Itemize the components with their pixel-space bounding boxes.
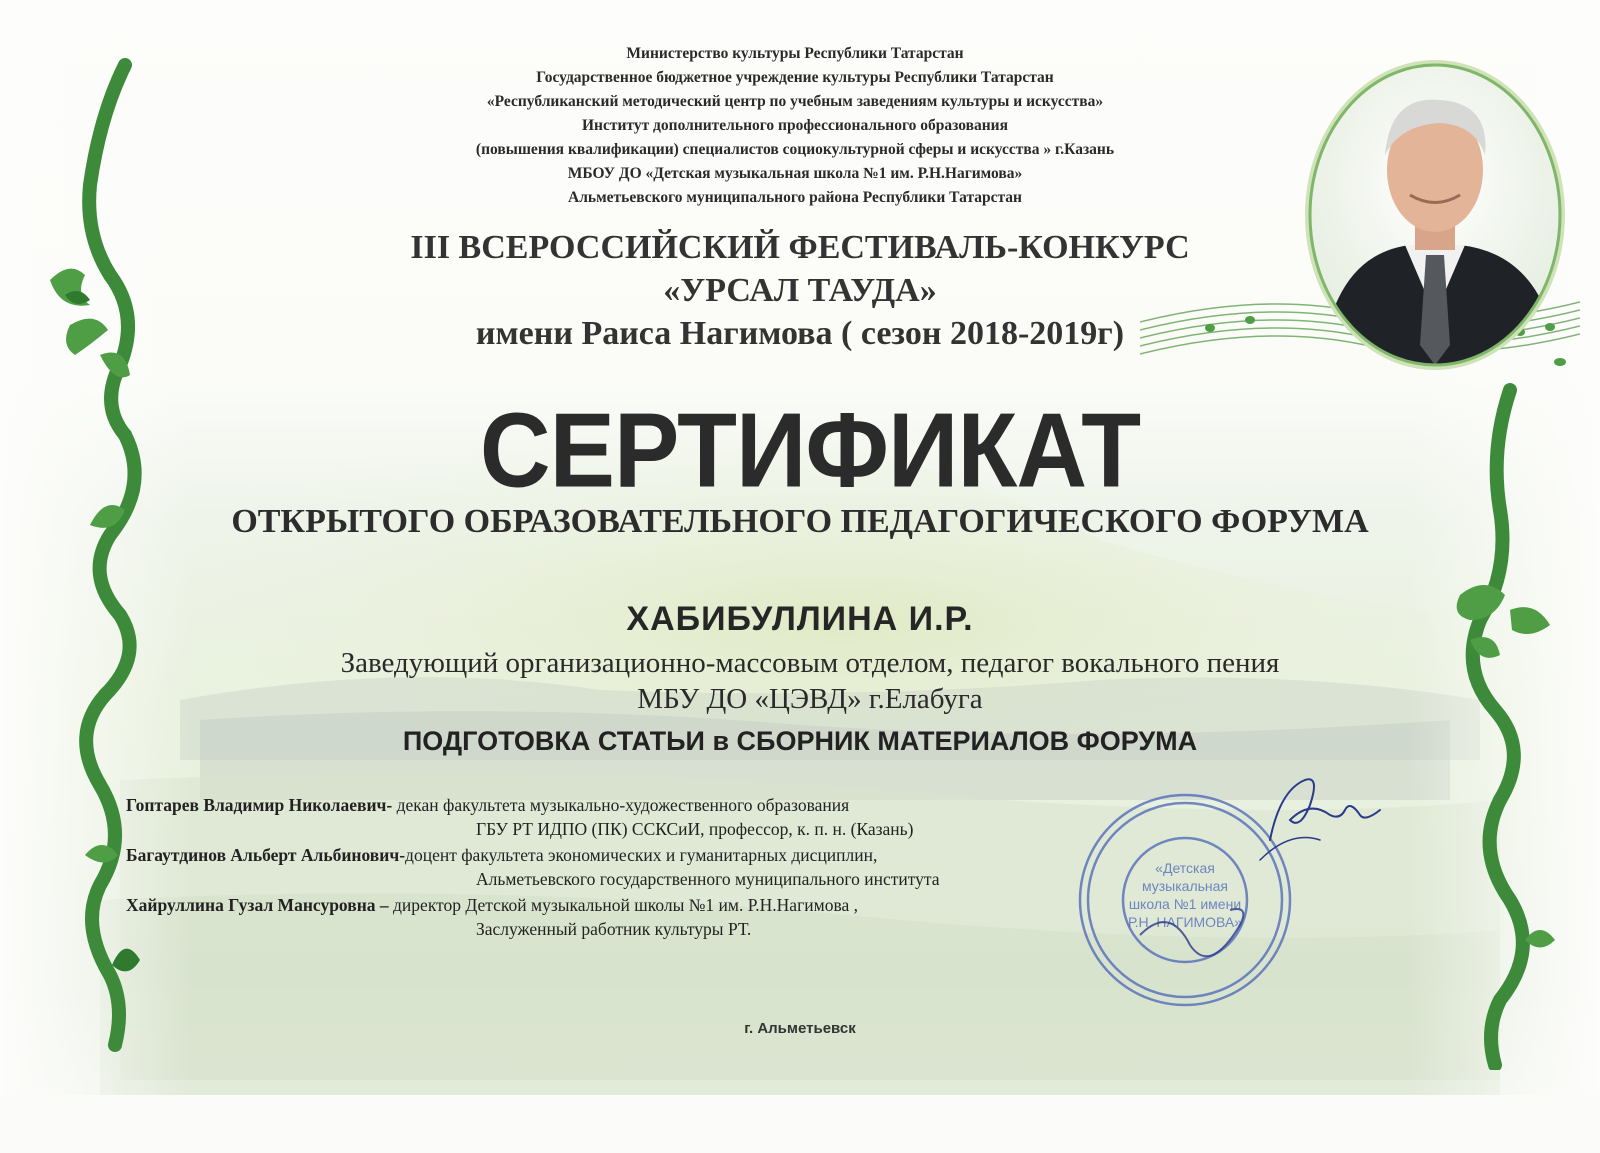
festival-title — [380, 226, 1220, 355]
signatory-2 — [126, 845, 877, 866]
position-line-2: МБУ ДО «ЦЭВД» г.Елабуга — [637, 683, 983, 715]
stamp-text-4: Р.Н. НАГИМОВА» — [1127, 914, 1243, 930]
signatory-name: Багаутдинов Альберт Альбинович- — [126, 845, 406, 865]
header-line: «Республиканский методический центр по учебным заведениям культуры и искусства» — [486, 93, 1104, 110]
position-line-1: Заведующий организационно-массовым отделом, педагог вокального пения — [340, 647, 1280, 679]
right-ornament — [1440, 380, 1570, 1070]
signatory-role: доцент факультета экономических и гуманитарных дисциплин, — [405, 845, 878, 865]
header-line: Государственное бюджетное учреждение культуры Республики Татарстан — [536, 69, 1054, 86]
participation-task: ПОДГОТОВКА СТАТЬИ в СБОРНИК МАТЕРИАЛОВ ФОРУМА — [402, 726, 1198, 756]
signatory-role: декан факультета музыкально-художественного образования — [392, 795, 850, 815]
signatory-role: директор Детской музыкальной школы №1 им. Р.Н.Нагимова , — [388, 895, 858, 915]
recipient-name: ХАБИБУЛЛИНА И.Р. — [626, 600, 974, 638]
header-line: (повышения квалификации) специалистов социокультурной сферы и искусства » г.Казань — [475, 141, 1115, 158]
header-line: МБОУ ДО «Детская музыкальная школа №1 им. Р.Н.Нагимова» — [567, 165, 1023, 182]
recipient-position — [200, 645, 1420, 717]
stamp-text-1: «Детская — [1155, 860, 1215, 876]
signatory-role-continued: ГБУ РТ ИДПО (ПК) ССКСиИ, профессор, к. п. н. (Казань) — [476, 819, 914, 839]
header-line: Министерство культуры Республики Татарстан — [626, 45, 964, 62]
stamp-text-3: школа №1 имени — [1128, 896, 1242, 912]
signatory-3 — [126, 895, 858, 916]
founder-portrait — [1300, 55, 1570, 375]
signatory-name: Хайруллина Гузал Мансуровна – — [126, 895, 389, 915]
stamp-text-2: музыкальная — [1141, 878, 1229, 894]
certificate-title: СЕРТИФИКАТ — [479, 390, 1141, 510]
festival-line-2: «УРСАЛ ТАУДА» — [663, 272, 937, 309]
issuer-header — [300, 42, 1290, 210]
signatory-role-continued: Альметьевского государственного муниципального института — [476, 869, 940, 889]
issue-city: г. Альметьевск — [744, 1020, 856, 1037]
signatory-role-continued: Заслуженный работник культуры РТ. — [476, 919, 752, 939]
header-line: Альметьевского муниципального района Республики Татарстан — [568, 189, 1022, 206]
festival-line-1: III ВСЕРОССИЙСКИЙ ФЕСТИВАЛЬ-КОНКУРС — [410, 229, 1190, 266]
handwritten-signature — [1250, 760, 1390, 870]
signatory-1 — [126, 795, 849, 816]
festival-line-3: имени Раиса Нагимова ( сезон 2018-2019г) — [475, 315, 1125, 352]
certificate-subtitle: ОТКРЫТОГО ОБРАЗОВАТЕЛЬНОГО ПЕДАГОГИЧЕСКОГО ФОРУМА — [231, 503, 1369, 540]
signatory-name: Гоптарев Владимир Николаевич- — [126, 795, 393, 815]
header-line: Институт дополнительного профессионального образования — [582, 117, 1008, 134]
